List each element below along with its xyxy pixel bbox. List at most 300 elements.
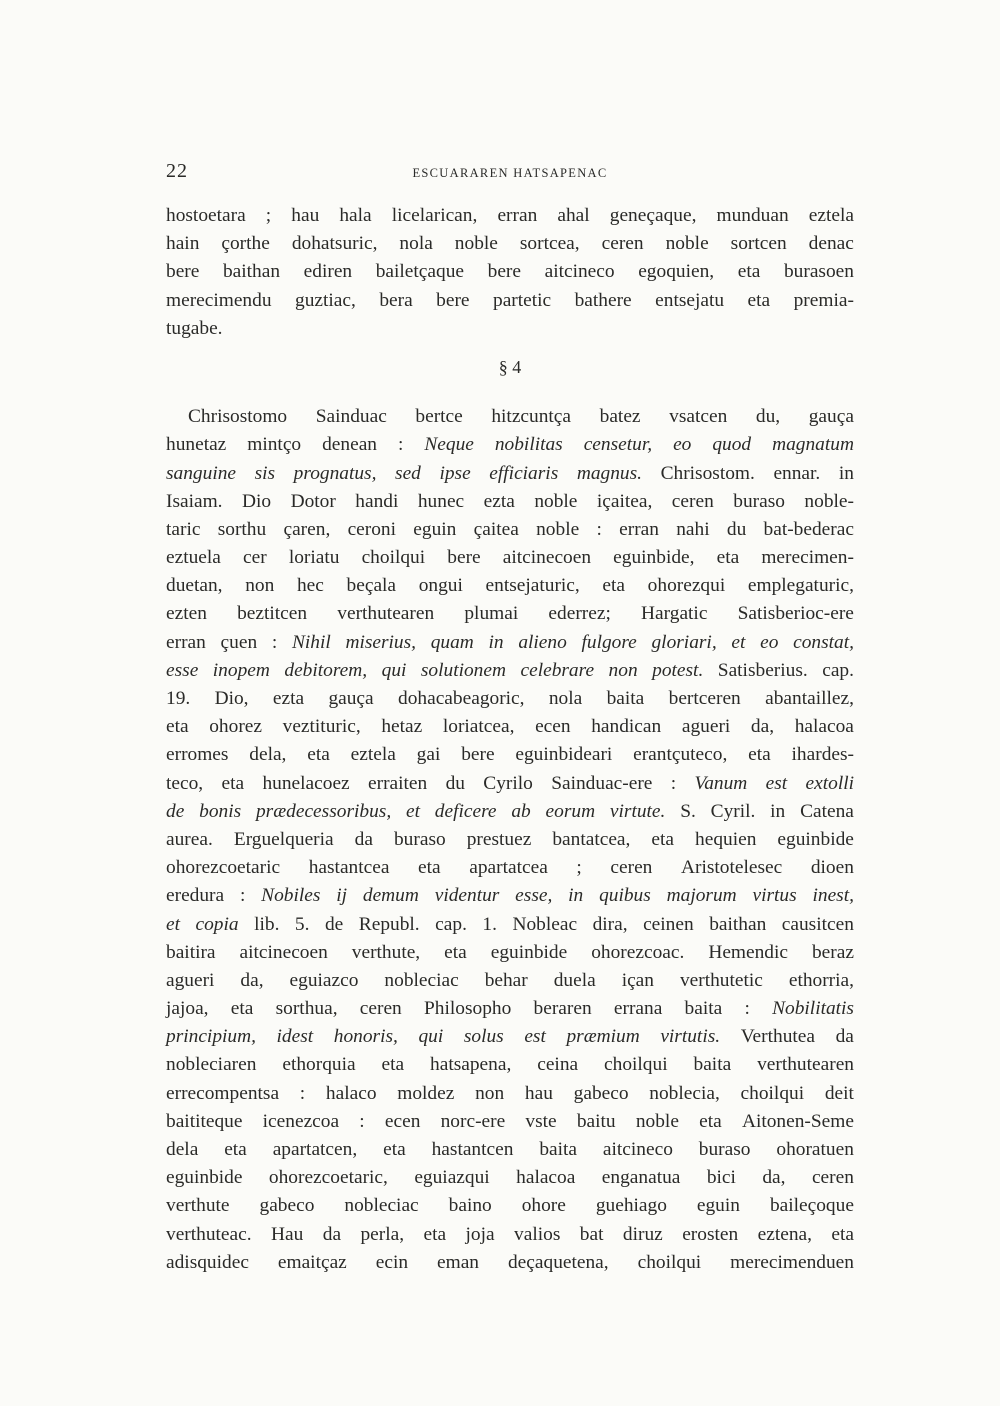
- word: dela: [166, 1139, 199, 1160]
- word: içaitea,: [596, 490, 653, 512]
- word: sortcea,: [519, 233, 580, 255]
- word: noble: [536, 518, 580, 540]
- word: Satisberioc-ere: [737, 603, 854, 625]
- word: du: [445, 772, 465, 794]
- word: eta: [230, 998, 254, 1020]
- italic-word: honoris,: [333, 1026, 398, 1048]
- word: bertceren: [668, 688, 741, 709]
- word: hastantcen: [431, 1139, 514, 1160]
- word: ihardes-: [791, 744, 854, 766]
- word: Cyrilo: [483, 772, 533, 794]
- word: plumai: [464, 603, 519, 625]
- word: Satisberius.: [717, 659, 808, 681]
- word: bat-bederac: [763, 518, 854, 540]
- word: buraso: [733, 490, 785, 512]
- italic-word: et: [731, 631, 746, 653]
- word: entsejaturic,: [485, 575, 580, 597]
- word: choilqui: [604, 1054, 668, 1076]
- word: hequien: [695, 828, 757, 850]
- word: eguin: [413, 518, 457, 540]
- word: baithan: [222, 261, 281, 283]
- word: gai: [416, 744, 441, 766]
- word: halacoa: [516, 1167, 576, 1189]
- italic-word: prognatus,: [293, 462, 377, 484]
- word: in: [838, 462, 854, 484]
- page-header: [166, 160, 854, 190]
- word: içan: [621, 969, 654, 991]
- word: hunelacoez: [262, 772, 350, 794]
- text-line: [166, 572, 854, 600]
- word: baita: [606, 688, 645, 709]
- word: Catena: [800, 800, 854, 822]
- italic-word: demum: [362, 885, 419, 907]
- word: bathere: [574, 289, 632, 311]
- italic-word: Nihil: [291, 631, 331, 653]
- word: eta: [224, 1139, 247, 1160]
- word: non: [475, 1082, 505, 1104]
- word: aitcineco: [602, 1139, 673, 1160]
- text-line: [166, 600, 854, 628]
- word: eta: [602, 575, 626, 597]
- word: bat: [579, 1223, 604, 1245]
- text-line: [166, 1221, 854, 1249]
- word: Hau: [271, 1223, 304, 1245]
- word: choilqui: [740, 1082, 805, 1104]
- word: da,: [240, 969, 264, 991]
- word: duela: [553, 969, 596, 991]
- word: baitira: [166, 941, 216, 963]
- text-line: [166, 230, 854, 258]
- word: ecen: [535, 716, 571, 738]
- italic-word: eorum: [545, 800, 596, 822]
- word: baita: [539, 1139, 578, 1160]
- word: hau: [524, 1082, 553, 1104]
- word: ederrez;: [548, 603, 611, 625]
- word: Isaiam.: [166, 490, 223, 512]
- word: hunec: [417, 490, 465, 512]
- word: handican: [591, 716, 662, 738]
- word: Hargatic: [641, 603, 708, 625]
- word: eguinbide: [777, 828, 854, 850]
- section-mark: § 4: [498, 356, 522, 377]
- word: beraren: [533, 998, 592, 1020]
- word: baithan: [709, 913, 767, 935]
- italic-word: est: [765, 772, 788, 794]
- word: erromes: [166, 744, 229, 766]
- word: eguinbideari: [515, 744, 613, 766]
- text-line: [166, 544, 854, 572]
- word: nobleciac: [344, 1195, 419, 1217]
- italic-word: sis: [254, 462, 276, 484]
- italic-word: est: [524, 1026, 546, 1048]
- italic-word: non: [608, 659, 638, 681]
- word: :: [397, 434, 404, 456]
- paragraph-2: [166, 403, 854, 1277]
- word: ongui: [418, 575, 463, 597]
- word: da,: [750, 716, 775, 738]
- word: du,: [755, 406, 781, 428]
- word: loriatcea,: [442, 716, 515, 738]
- text-line: [166, 967, 854, 995]
- word: bici: [706, 1167, 736, 1189]
- word: geneçaque,: [609, 205, 697, 226]
- italic-word: inest,: [812, 885, 854, 907]
- word: sortcen: [730, 233, 787, 255]
- text-line: [166, 1249, 854, 1277]
- word: eta: [716, 547, 740, 569]
- italic-word: Nobilitatis: [772, 998, 854, 1020]
- italic-word: inopem: [212, 659, 270, 681]
- word: Dotor: [290, 490, 336, 512]
- word: ceren: [359, 998, 402, 1020]
- word: veztituric,: [282, 716, 361, 738]
- word: çuen: [220, 631, 258, 653]
- word: ennar.: [773, 462, 821, 484]
- text-line: [166, 741, 854, 769]
- text-line: [166, 939, 854, 967]
- word: cer: [243, 547, 267, 569]
- word: erran: [497, 205, 538, 226]
- word: emaitçaz: [277, 1251, 347, 1273]
- word: errana: [613, 998, 663, 1020]
- page-body: [166, 202, 854, 1277]
- word: hec: [296, 575, 324, 597]
- word: abantaillez,: [765, 688, 854, 709]
- italic-word: alieno: [518, 631, 567, 653]
- italic-word: sed: [395, 462, 421, 484]
- italic-word: esse,: [515, 885, 553, 907]
- word: causitcen: [781, 913, 854, 935]
- italic-word: ij: [336, 885, 348, 907]
- text-line: [166, 826, 854, 854]
- word: :: [744, 998, 750, 1020]
- word: egoquien,: [638, 261, 715, 283]
- word: handi: [355, 490, 399, 512]
- italic-word: bonis: [199, 800, 242, 822]
- text-line: [166, 1192, 854, 1220]
- text-line: [166, 315, 854, 343]
- word: Hemendic: [708, 941, 788, 963]
- word: eguinbide: [490, 941, 568, 963]
- word: ezta: [483, 490, 515, 512]
- word: errecompentsa: [166, 1082, 280, 1104]
- word: verthuteac.: [166, 1223, 252, 1245]
- word: agueri: [166, 969, 215, 991]
- word: ;: [265, 205, 272, 226]
- word: merecimendu: [166, 289, 272, 311]
- word: eta: [381, 1054, 405, 1076]
- word: beztitcen: [237, 603, 308, 625]
- text-line: [166, 1136, 854, 1164]
- text-line: [166, 460, 854, 488]
- word: diruz: [622, 1223, 663, 1245]
- word: S.: [680, 800, 696, 822]
- word: deçaquetena,: [507, 1251, 609, 1273]
- italic-word: prædecessoribus,: [255, 800, 392, 822]
- word: ceren: [671, 490, 714, 512]
- word: taric: [166, 518, 201, 540]
- word: nobleciaren: [166, 1054, 257, 1076]
- word: burasoen: [783, 261, 854, 283]
- word: ohorezcoac.: [591, 941, 685, 963]
- word: bere: [461, 744, 495, 766]
- word: hala: [339, 205, 372, 226]
- word: choilqui: [361, 547, 426, 569]
- word: ohorezcoetaric,: [268, 1167, 388, 1189]
- word: apartatcea: [469, 857, 548, 879]
- word: norc-ere: [440, 1110, 506, 1132]
- word: buraso: [698, 1139, 751, 1160]
- word: dohacabeagoric,: [398, 688, 525, 709]
- italic-word: Vanum: [694, 772, 748, 794]
- word: entsejatu: [655, 289, 725, 311]
- word: hatsapena,: [430, 1054, 512, 1076]
- word: hain: [166, 233, 200, 255]
- word: vste: [525, 1110, 557, 1132]
- word: baititeque: [166, 1110, 243, 1132]
- word: eta: [444, 941, 467, 963]
- word: çaren,: [283, 518, 331, 540]
- word: batez: [599, 406, 641, 428]
- italic-word: qui: [381, 659, 407, 681]
- word: bere: [447, 547, 481, 569]
- word: beraz: [811, 941, 854, 963]
- italic-word: magnus.: [576, 462, 642, 484]
- word: aitcinecoen: [239, 941, 328, 963]
- word: Sainduac-ere: [551, 772, 653, 794]
- word: ediren: [303, 261, 353, 283]
- word: merecimenduen: [730, 1251, 854, 1273]
- word: baitu: [576, 1110, 616, 1132]
- word: da: [354, 828, 373, 850]
- word: Verthutea: [740, 1026, 815, 1048]
- word: tugabe.: [166, 317, 223, 339]
- italic-word: fulgore: [581, 631, 637, 653]
- word: eta: [748, 744, 771, 766]
- word: nahi: [676, 518, 710, 540]
- word: :: [596, 518, 602, 540]
- word: eguiazqui: [414, 1167, 490, 1189]
- word: da: [322, 1223, 342, 1245]
- word: denean: [322, 434, 377, 456]
- italic-word: idest: [276, 1026, 314, 1048]
- word: ezten: [166, 603, 207, 625]
- word: ceroni: [347, 518, 397, 540]
- word: :: [670, 772, 677, 794]
- word: eztuela: [166, 547, 221, 569]
- word: eta: [831, 1223, 854, 1245]
- text-line: [166, 657, 854, 685]
- word: eta: [166, 716, 189, 738]
- word: verthutearen: [337, 603, 435, 625]
- word: :: [359, 1110, 365, 1132]
- word: ethorria,: [788, 969, 854, 991]
- italic-word: constat,: [793, 631, 854, 653]
- italic-word: eo: [760, 631, 779, 653]
- italic-word: de: [166, 800, 185, 822]
- word: noble: [454, 233, 498, 255]
- italic-word: ipse: [439, 462, 471, 484]
- italic-word: et: [166, 913, 180, 935]
- word: dela,: [249, 744, 287, 766]
- page-number: 22: [166, 160, 188, 182]
- word: nola: [399, 233, 433, 255]
- word: moldez: [397, 1082, 455, 1104]
- italic-word: magnatum: [772, 434, 854, 456]
- word: Chrisostom.: [660, 462, 755, 484]
- word: apartatcen,: [272, 1139, 358, 1160]
- italic-word: virtute.: [609, 800, 666, 822]
- word: Dio,: [214, 688, 249, 709]
- text-line: [166, 488, 854, 516]
- word: eta: [423, 1223, 447, 1245]
- word: hau: [291, 205, 320, 226]
- word: Chrisostomo: [188, 406, 288, 428]
- word: ahal: [557, 205, 590, 226]
- word: gabeco: [259, 1195, 315, 1217]
- text-line: [166, 882, 854, 910]
- italic-word: virtutis.: [660, 1026, 721, 1048]
- word: icenezcoa: [262, 1110, 340, 1132]
- word: ecen: [384, 1110, 421, 1132]
- italic-word: esse: [166, 659, 199, 681]
- word: :: [239, 885, 246, 907]
- word: nola: [548, 688, 583, 709]
- word: bertce: [415, 406, 463, 428]
- word: 1.: [482, 913, 497, 935]
- text-line: [166, 258, 854, 286]
- word: ohorezcoetaric: [166, 857, 281, 879]
- word: bere: [487, 261, 521, 283]
- word: eta: [383, 1139, 406, 1160]
- word: ecin: [375, 1251, 409, 1273]
- word: eta: [737, 261, 761, 283]
- word: jajoa,: [166, 998, 209, 1020]
- word: 5.: [294, 913, 310, 935]
- word: noble: [665, 233, 709, 255]
- word: baino: [448, 1195, 492, 1217]
- word: sorthu: [217, 518, 267, 540]
- text-line: [166, 854, 854, 882]
- word: noble: [534, 490, 578, 512]
- word: denac: [808, 233, 854, 255]
- word: eztela: [808, 205, 854, 226]
- word: verthute,: [351, 941, 421, 963]
- word: erran: [619, 518, 659, 540]
- italic-word: efficiaris: [489, 462, 559, 484]
- italic-word: debitorem,: [284, 659, 368, 681]
- word: çorthe: [221, 233, 270, 255]
- italic-word: nobilitas: [494, 434, 563, 456]
- word: baita: [684, 998, 723, 1020]
- word: erraiten: [368, 772, 428, 794]
- text-line: [166, 202, 854, 230]
- word: loriatu: [288, 547, 340, 569]
- word: erantçuteco,: [633, 744, 728, 766]
- word: choilqui: [637, 1251, 702, 1273]
- word: emplegaturic,: [747, 575, 854, 597]
- paragraph-1: [166, 202, 854, 343]
- word: nobleciac: [384, 969, 459, 991]
- text-line: [166, 770, 854, 798]
- word: hostoetara: [166, 205, 246, 226]
- word: verthutetic: [679, 969, 763, 991]
- word: deit: [824, 1082, 854, 1104]
- word: ceina: [537, 1054, 579, 1076]
- running-title: ESCUARAREN HATSAPENAC: [412, 166, 608, 180]
- text-line: [166, 685, 854, 713]
- word: eta: [307, 744, 330, 766]
- word: prestuez: [466, 828, 532, 850]
- word: Cyril.: [710, 800, 756, 822]
- word: ceren: [610, 857, 653, 879]
- italic-word: potest.: [652, 659, 704, 681]
- word: :: [271, 631, 278, 653]
- word: halacoa: [794, 716, 854, 738]
- italic-word: præmium: [566, 1026, 640, 1048]
- word: eguinbide,: [613, 547, 695, 569]
- word: du: [726, 518, 747, 540]
- word: hastantcea: [308, 857, 390, 879]
- word: çaitea: [473, 518, 519, 540]
- italic-word: quam: [430, 631, 474, 653]
- text-line: [166, 1023, 854, 1051]
- word: bailetçaque: [375, 261, 465, 283]
- word: bere: [436, 289, 470, 311]
- word: de: [324, 913, 344, 935]
- word: eta: [418, 857, 441, 879]
- word: bere: [166, 261, 200, 283]
- word: cap.: [822, 659, 854, 681]
- text-line: [166, 911, 854, 939]
- word: licelarican,: [391, 205, 478, 226]
- word: hitzcuntça: [491, 406, 572, 428]
- word: ceren: [811, 1167, 854, 1189]
- italic-word: quod: [712, 434, 752, 456]
- word: sorthua,: [275, 998, 338, 1020]
- italic-word: sanguine: [166, 462, 237, 484]
- word: noble-: [804, 490, 854, 512]
- word: bantatcea,: [552, 828, 631, 850]
- word: lib.: [254, 913, 280, 935]
- word: aitcinecoen: [502, 547, 592, 569]
- text-line: [166, 995, 854, 1023]
- word: partetic: [493, 289, 552, 311]
- italic-word: principium,: [166, 1026, 256, 1048]
- word: vsatcen: [669, 406, 728, 428]
- word: ceren: [601, 233, 644, 255]
- word: verthute: [166, 1195, 230, 1217]
- text-line: [166, 629, 854, 657]
- word: guehiago: [595, 1195, 667, 1217]
- word: eman: [437, 1251, 480, 1273]
- word: aitcineco: [544, 261, 615, 283]
- text-line: [166, 516, 854, 544]
- word: halaco: [325, 1082, 377, 1104]
- word: da: [835, 1026, 854, 1048]
- word: :: [299, 1082, 306, 1104]
- word: duetan,: [166, 575, 223, 597]
- word: munduan: [716, 205, 789, 226]
- italic-word: censetur,: [583, 434, 653, 456]
- word: ohore: [521, 1195, 566, 1217]
- italic-word: solus: [463, 1026, 504, 1048]
- word: noble: [635, 1110, 679, 1132]
- word: dioen: [810, 857, 854, 879]
- word: verthutearen: [757, 1054, 854, 1076]
- word: eta: [651, 828, 674, 850]
- word: ezta: [272, 688, 305, 709]
